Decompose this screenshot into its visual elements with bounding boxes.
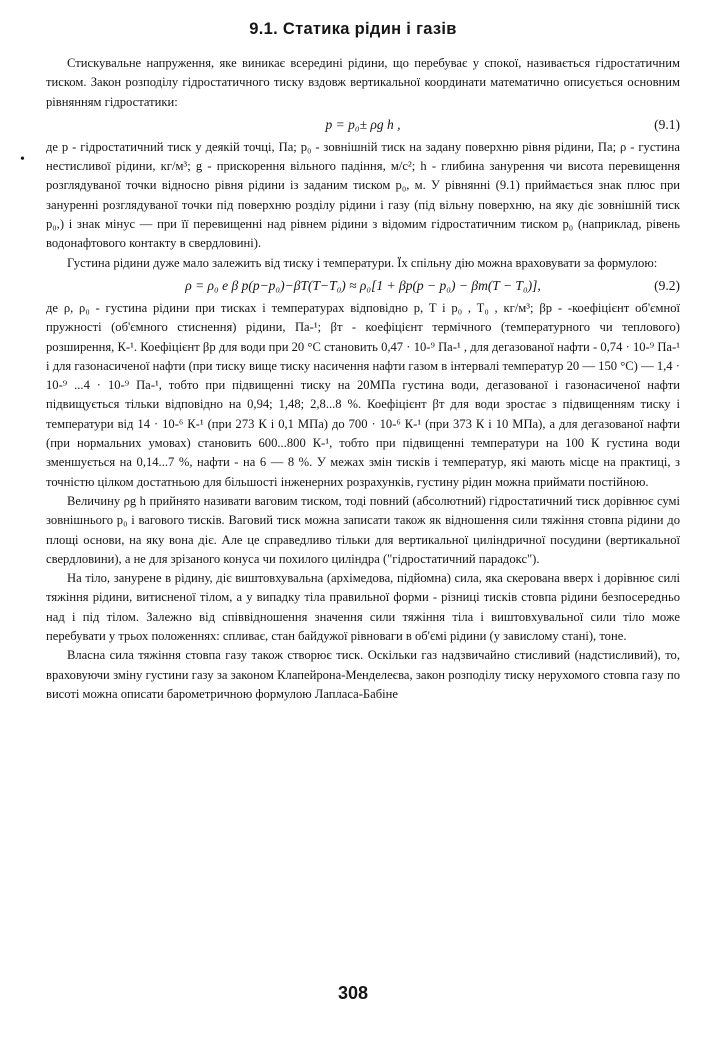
page-number: 308	[337, 983, 369, 1003]
paragraph-definitions-9-2: де ρ, ρ₀ - густина рідини при тисках і температурах відповідно p, T і p₀ , T₀ , кг/м³; βp - -коефіцієнт об'ємної пружності (об'ємного стиснення) рідини, Па-¹; βт - коефіцієнт термічного (температурного чи теплового) розширення, К-¹. Коефіцієнт βp для води при 20 °С становить 0,47 · 10-⁹ Па-¹ , для дегазованої нафти - 0,74 · 10-⁹ Па-¹ і для газонасиченої нафти (при тиску вище тиску насичення нафти газом в інтервалі температур 20 — 150 °С) — 1,4 · 10-⁹ ...4 · 10-⁹ Па-¹, тобто при підвищенні тиску на 20МПа густина води, дегазованої і газонасиченої нафти підвищується тільки відповідно на 0,94; 1,48; 2,8...8 %. Коефіцієнт βт для води зростає з підвищенням тиску і температури від 14 · 10-⁶ К-¹ (при 273 К і 0,1 МПа) до 700 · 10-⁶ К-¹ (при 373 К і 10 МПа), а для дегазованої нафти (при нормальних умовах) становить 600...800 К-¹, тобто при підвищенні температури на 100 К густина води зменшується на 0,14...7 %, нафти - на 6 — 8 %. У межах змін тисків і температур, які мають місце на практиці, з точністю цілком достатньою для більшості інженерних розрахунків, густину рідин можна приймати постійною.	[46, 300, 680, 489]
formula-9-2-number: (9.2)	[654, 277, 680, 293]
margin-dot: •	[20, 152, 25, 167]
paragraph-gas-column: Власна сила тяжіння стовпа газу також створює тиск. Оскільки газ надзвичайно стисливий (надстисливий), то, враховуючи зміну густини газу за законом Клапейрона-Менделеєва, закон розподілу тиску нерухомого стовпа газу по висоті можна описати барометричною формулою Лапласа-Бабіне	[46, 648, 680, 701]
formula-9-2	[46, 275, 680, 297]
paragraph-definitions-9-1: де p - гідростатичний тиск у деякій точці, Па; p₀ - зовнішній тиск на задану поверхню рівня рідини, Па; ρ - густина нестисливої рідини, кг/м³; g - прискорення вільного падіння, м/с²; h - глибина занурення чи висота перевищення розглядуваної точки відносно рівня рідини із заданим тиском p₀, м. У рівнянні (9.1) приймається знак плюс при зануренні розглядуваної точки під поверхню розділу рідини і газу (під вільну поверхню, на яку діє зовнішній тиск p₀,) і знак мінус — при її перевищенні над рівнем рідини з відомим гідростатичним тиском p₀ (наприклад, рівень водонафтового контакту в свердловині).	[46, 139, 680, 251]
formula-9-1	[46, 114, 680, 136]
text-column-top	[46, 54, 680, 704]
formula-9-1-expression: p = p₀± ρg h ,	[325, 116, 401, 132]
formula-9-1-number: (9.1)	[654, 116, 680, 132]
paragraph-intro: Стискувальне напруження, яке виникає всередині рідини, що перебуває у спокої, називається гідростатичним тиском. Закон розподілу гідростатичного тиску вздовж вертикальної координати математично описується основним рівнянням гідростатики:	[46, 56, 680, 109]
paragraph-density: Густина рідини дуже мало залежить від тиску і температури. Їх спільну дію можна враховувати за формулою:	[67, 255, 658, 270]
formula-9-2-expression: ρ = ρ₀ e β p(p−p₀)−βT(T−T₀) ≈ ρ₀[1 + βp(p − p₀) − βт(T − T₀)],	[185, 277, 541, 293]
paragraph-weight-pressure: Величину ρg h прийнято називати ваговим тиском, тоді повний (абсолютний) гідростатичний тиск дорівнює сумі зовнішнього p₀ і вагового тисків. Ваговий тиск можна записати також як відношення сили тяжіння стовпа рідини до площі основи, на яку вона діє. Але це справедливо тільки для вертикальної циліндричної посудини (вертикальної свердловини), а не для зрізаного конуса чи похилого циліндра ("гідростатичний парадокс").	[46, 493, 680, 566]
paragraph-buoyancy: На тіло, занурене в рідину, діє виштовхувальна (архімедова, підйомна) сила, яка скерована вверх і дорівнює силі тяжіння рідини, витисненої тілом, а у випадку тіла правильної форми - різниці тисків стовпа рідини безпосередньо над і під тілом. Залежно від співвідношення значення сили тяжіння тіла і виштовхувальної сили тіло може перебувати у трьох положеннях: спливає, стан байдужої рівноваги в об'ємі рідини (у завислому стані), тоне.	[46, 571, 680, 644]
section-heading: 9.1. Статика рідин і газів	[249, 20, 457, 38]
